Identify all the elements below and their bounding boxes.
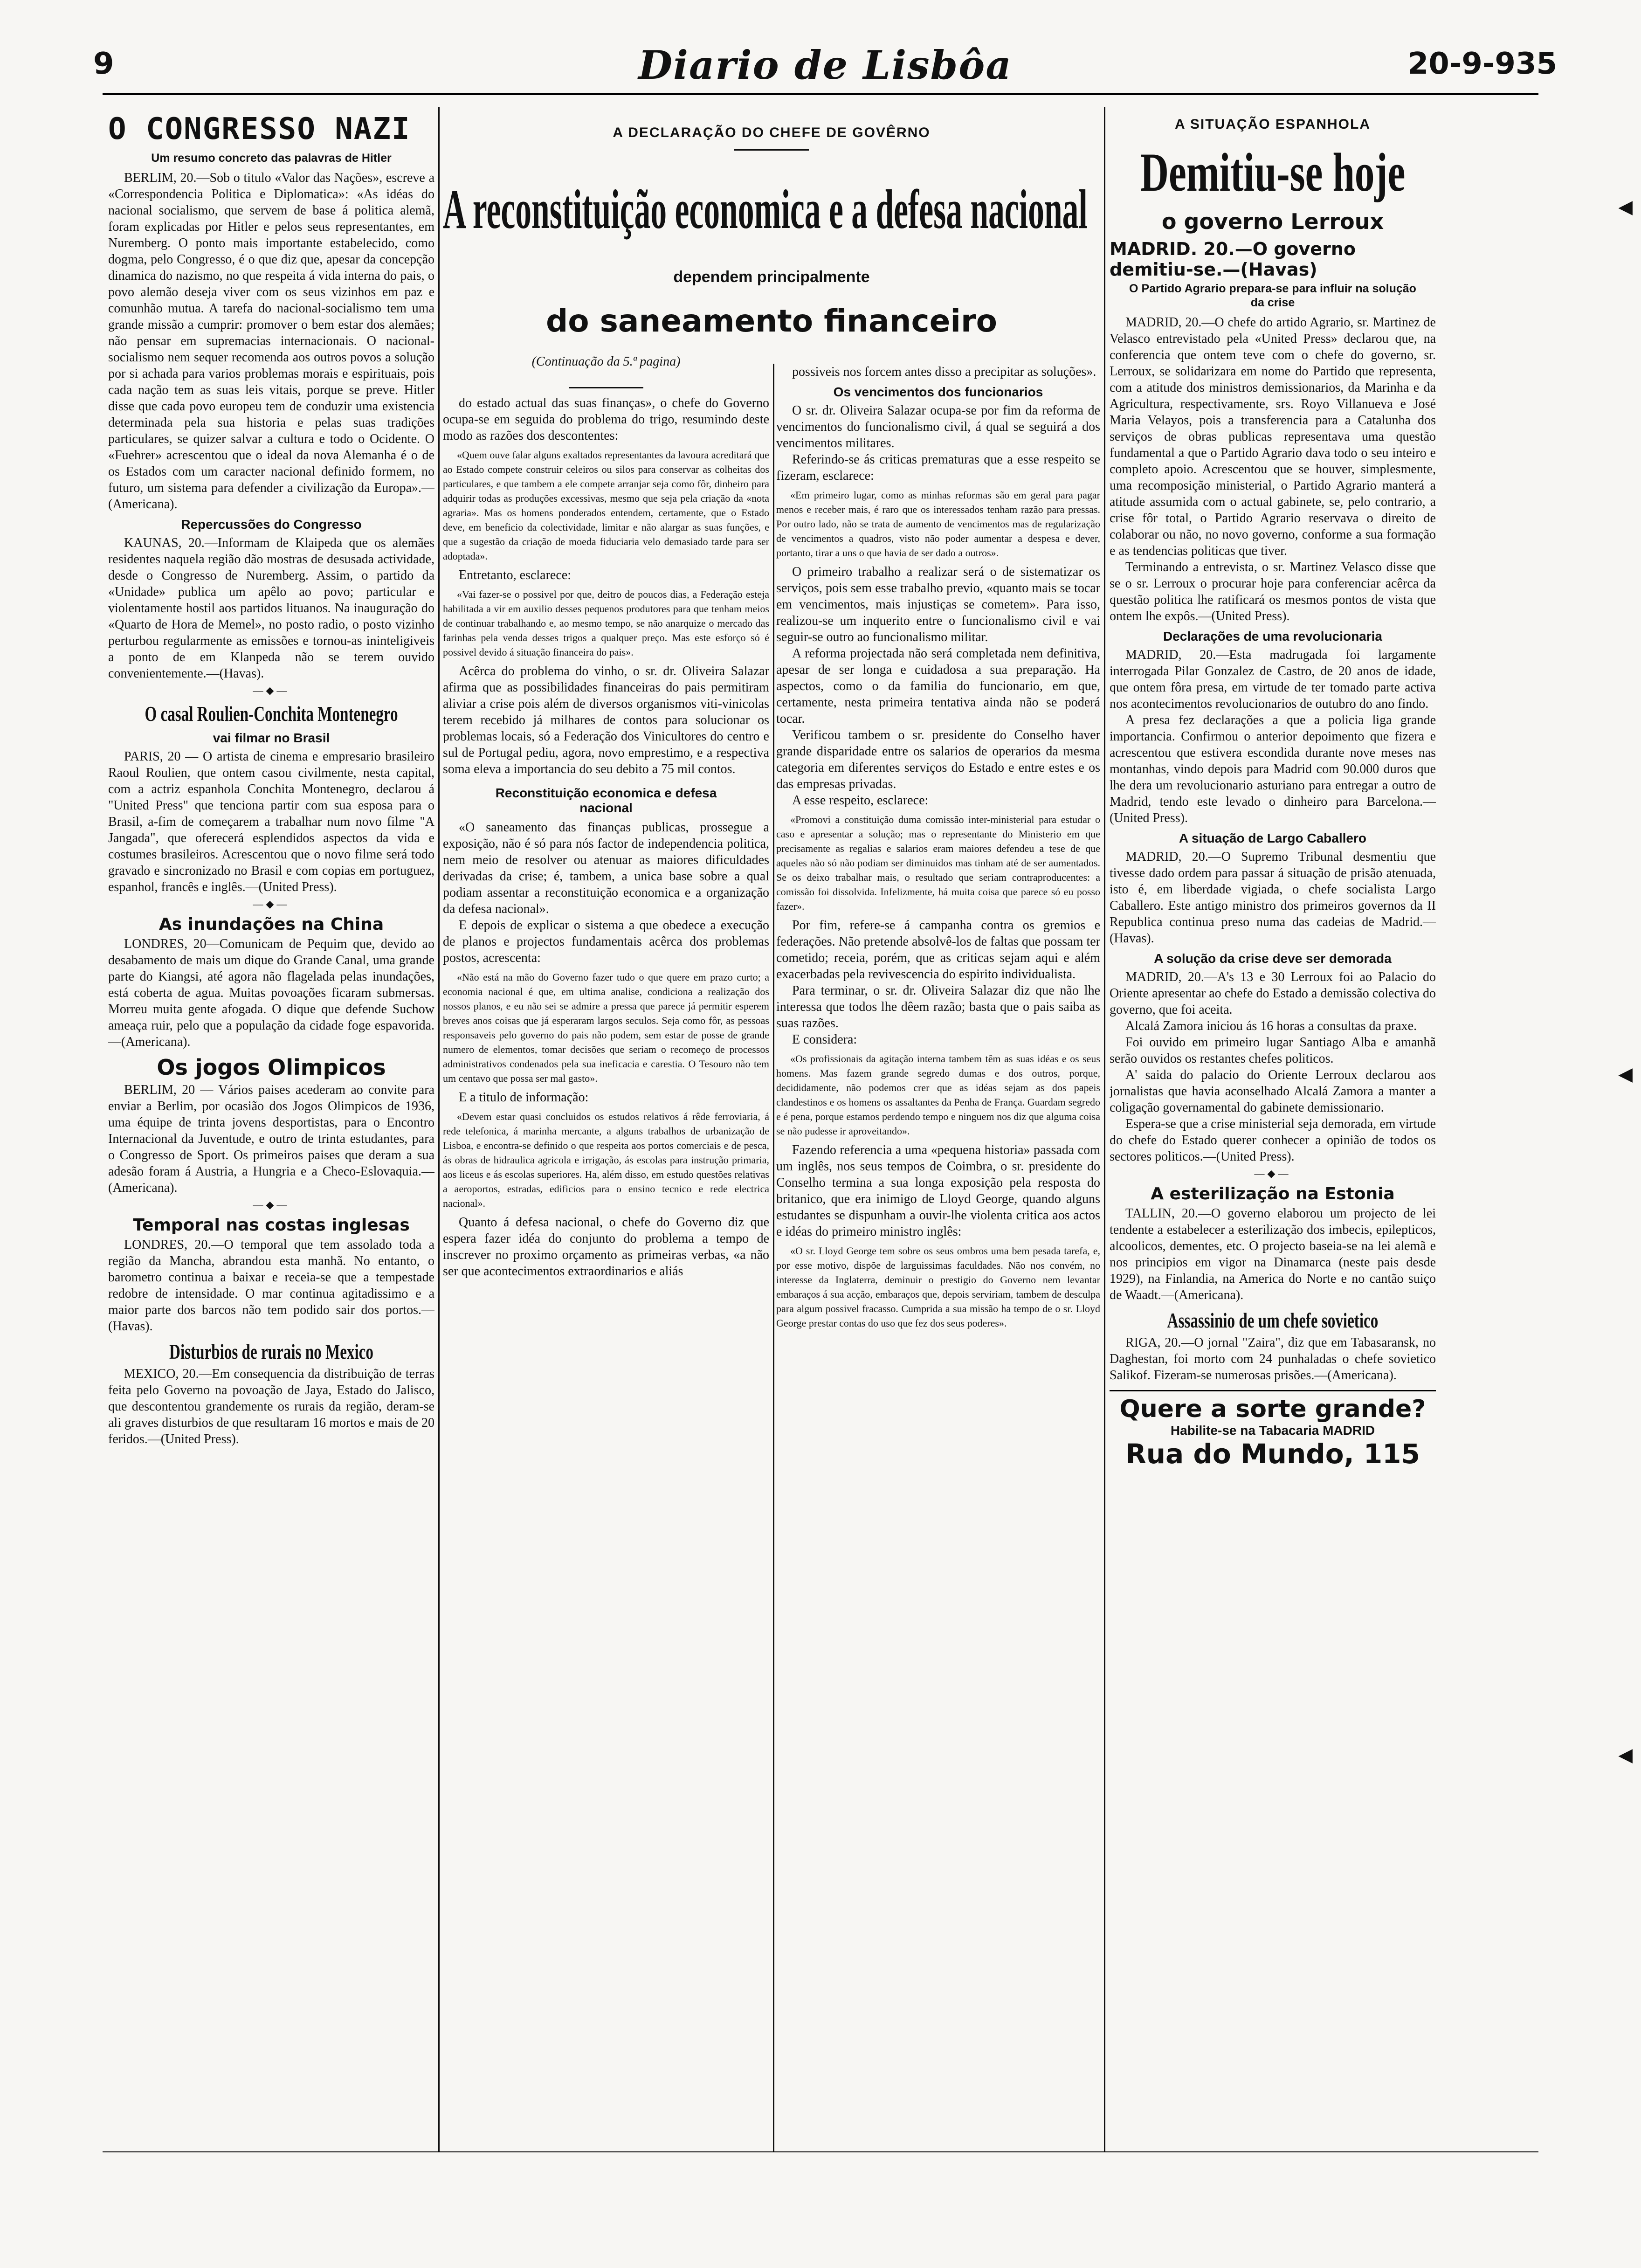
divider-ornament: —◆— (253, 685, 290, 696)
section-title: A situação de Largo Caballero (1179, 831, 1366, 845)
column-center-right (776, 364, 1100, 2151)
article-paragraph: Para terminar, o sr. dr. Oliveira Salazar diz que não lhe interessa que todos lhe dêem razão; basta que o pais saiba as suas razões. (776, 983, 1100, 1030)
divider-ornament: —◆— (253, 898, 290, 910)
masthead (93, 42, 1557, 93)
subhead-madrid: MADRID. 20.—O governo demitiu-se.—(Havas) (1110, 239, 1356, 280)
column-right (1110, 107, 1436, 2151)
right-kicker: A SITUAÇÃO ESPANHOLA (1174, 117, 1371, 132)
article-paragraph: Alcalá Zamora iniciou ás 16 horas a consultas da praxe. (1125, 1019, 1417, 1033)
quote-paragraph: «Devem estar quasi concluidos os estudos relativos á rêde ferroviaria, á rede telefonica, á marinha mercante, a alguns trabalhos de urbanização de Lisboa, e encontra-se definido o que respeita aos portos comerciais e de pesca, ás obras de hidraulica agricola e irrigação, ás escolas para instrução primaria, aos liceus e ás escolas superiores. Ha, além disso, em estudo questões relativas a aeroportos, estradas, edificios para o ensino tecnico e rede electrica nacional». (443, 1111, 769, 1209)
quote-paragraph: «O sr. Lloyd George tem sobre os seus ombros uma bem pesada tarefa, e, por esse motivo, dispõe de larguissimas faculdades. Não nos convém, no interesse da Inglaterra, deminuir o prestigio do Governo nem levantar embaraços á sua acção, embaraços que, depois serviriam, tambem de desculpa para algum possivel fracasso. Cumprida a sua missão ha tempo de o sr. Lloyd George prestar contas do uso que fez dos seus poderes». (776, 1245, 1100, 1329)
article-paragraph: MADRID, 20.—O chefe do artido Agrario, sr. Martinez de Velasco entrevistado pela «United Press» declarou que, na conferencia que ontem teve com o chefe do governo, sr. Lerroux, se solidarizara em nome do Partido que representa, com a atitude dos ministros demissionarios, da Marinha e da Agricultura, respectivamente, srs. Royo Villanueva e José Maria Velayos, pois a transferencia para a Catalunha dos serviços de obras publicas representava uma questão fundamental a que o Partido Agrario dava todo o seu inteiro e completo apoio. Acrescentou que se houver, simplesmente, uma recomposição ministerial, o Partido Agrario manterá a atitude assumida com o actual gabinete, se, pelo contrario, a crise fôr total, o Partido Agrario reservava o direito de colaborar ou não, no novo governo, conforme a sua formação e as tendencias politicas que tiver. (1110, 315, 1436, 558)
headline-olimpicos: Os jogos Olimpicos (157, 1055, 386, 1080)
article-paragraph: A reforma projectada não será completada nem definitiva, apesar de ser longa e cuidadosa a sua preparação. Ha aspectos, como o da familia do funcionario, em que, certamente, nesta primeira tentativa ainda não se poderá tocar. (776, 646, 1100, 726)
section-title: Reconstituição economica e defesa nacional (495, 786, 717, 815)
article-paragraph: TALLIN, 20.—O governo elaborou um projecto de lei tendente a estabelecer a esterilização dos imbecis, epilepticos, alcoolicos, dementes, etc. O projecto baseia-se na lei alemã e nos principios em vigor na Dinamarca (neste pais desde 1929), na Finlandia, na America do Norte e no cantão suiço de Waadt.—(Americana). (1110, 1206, 1436, 1302)
newspaper-title: Diario de Lisbôa (638, 42, 1012, 88)
article-paragraph: Acêrca do problema do vinho, o sr. dr. Oliveira Salazar afirma que as possibilidades financeiras do pais permitiram aliviar a crise pois além de diversos organismos viti-vinicolas terem recebido já milhares de contos para solucionar os problemas locais, só a Federação dos Vinicultores do centro e sul de Portugal pediu, agora, novo emprestimo, e a respectiva soma eleva a importancia do seu debito a 75 mil contos. (443, 664, 769, 776)
divider-ornament: —◆— (253, 1199, 290, 1210)
headline-china: As inundações na China (159, 915, 384, 934)
headline-demitiu: Demitiu-se hoje (1140, 142, 1406, 203)
article-paragraph: MEXICO, 20.—Em consequencia da distribuição de terras feita pelo Governo na povoação de Jaya, Estado do Jalisco, que descontentou grandemente os rurais da região, deram-se ali graves disturbios de que resultaram 16 mortos e mais de 20 feridos.—(United Press). (108, 1367, 434, 1446)
issue-date: 20-9-935 (1407, 47, 1557, 81)
quote-paragraph: «Em primeiro lugar, como as minhas reformas são em geral para pagar menos e receber mais, é raro que os interessados tenham razão para pressas. Por outro lado, não se trata de aumento de vencimentos mas de regularização de vencimentos a quadros, visto não poder aumentar a despesa e dever, portanto, tirar a uns o que havia de ser dado a outros». (776, 489, 1100, 559)
article-paragraph: A esse respeito, esclarece: (792, 793, 929, 808)
section-title: Os vencimentos dos funcionarios (833, 385, 1043, 399)
column-divider (1104, 107, 1105, 2151)
margin-arrow-icon: ◀ (1618, 1064, 1633, 1085)
headline-congresso: O CONGRESSO NAZI (108, 112, 411, 146)
deck-line-2: do saneamento financeiro (546, 303, 997, 339)
column-left (108, 107, 434, 2151)
article-paragraph: Espera-se que a crise ministerial seja demorada, em virtude do chefe do Estado querer conhecer a opinião de todos os sectores politicos.—(United Press). (1110, 1117, 1436, 1164)
column-divider (438, 107, 440, 2151)
center-kicker: A DECLARAÇÃO DO CHEFE DE GOVÊRNO (613, 125, 931, 140)
quote-paragraph: «Os profissionais da agitação interna tambem têm as suas idéas e os seus homens. Mas fazem grande segredo dumas e dos outros, porque, decididamente, não podemos crer que as idéas sejam as dos papeis clandestinos e os homens os assaltantes da Penha de França. Guardam segredo e é pena, porque estamos perdendo tempo e ninguem nos diz que alguma coisa se não pudesse ir aproveitando». (776, 1053, 1100, 1137)
article-paragraph: E depois de explicar o sistema a que obedece a execução de planos e projectos fundamentais acêrca dos problemas postos, acrescenta: (443, 918, 769, 965)
article-paragraph: Terminando a entrevista, o sr. Martinez Velasco disse que se o sr. Lerroux o procurar hoje para conferenciar acêrca da questão politica lhe ratificará os mesmos pontos de vista que ontem lhe expôs.—(United Press). (1110, 560, 1436, 623)
article-paragraph: A presa fez declarações a que a policia liga grande importancia. Confirmou o anterior depoimento que fizera e acrescentou que estivera escondida durante nove meses nas montanhas, vindo depois para Madrid com 90.000 duros que lhe dera um revolucionario asturiano para entregar a outro de Madrid, tendo este levado o dinheiro para Barcelona.—(United Press). (1110, 713, 1436, 825)
divider-ornament: —◆— (1254, 1168, 1291, 1179)
article-paragraph: possiveis nos forcem antes disso a precipitar as soluções». (792, 365, 1096, 379)
center-kicker-wrap (443, 112, 1100, 157)
banner-headline: A reconstituição economica e a defesa nacional (443, 178, 1088, 240)
article-paragraph: PARIS, 20 — O artista de cinema e empresario brasileiro Raoul Roulien, que ontem casou civilmente, nesta capital, com a actriz espanhola Conchita Montenegro, declarou á "United Press" que tenciona partir com sua esposa para o Brasil, a-fim de começarem a trabalhar num novo filme "A Jangada", que oferecerá esplendidos aspectos da vida e costumes brasileiros. Acrescentou que o novo filme será todo gravado e sincronizado no Brasil e com copias em portuguez, espanhol, francês e inglês.—(United Press). (108, 749, 434, 894)
article-paragraph: LONDRES, 20.—O temporal que tem assolado toda a região da Mancha, abrandou esta manhã. No entanto, o barometro continua a baixar e receia-se que a tempestade redobre de intensidade. O mar continua agitadissimo e a maior parte dos barcos não tem podido sair dos portos.—(Havas). (108, 1238, 434, 1334)
article-paragraph: do estado actual das suas finanças», o chefe do Governo ocupa-se em seguida do problema do trigo, resumindo deste modo as razões dos descontentes: (443, 396, 769, 443)
ad-line: Habilite-se na Tabacaria MADRID (1170, 1423, 1375, 1438)
deck-line-1: dependem principalmente (673, 268, 870, 286)
headline-estonia: A esterilização na Estonia (1151, 1184, 1395, 1203)
article-paragraph: BERLIM, 20 — Vários paises acederam ao convite para enviar a Berlim, por ocasião dos Jogos Olimpicos de 1936, uma équipe de trinta jovens desportistas, para o Encontro Internacional da Juventude, e outro de trinta estudantes, para o Congresso de Sport. Os primeiros paises que deram a sua adesão foram á Austria, a Hungria e a Checo-Eslovaquia.—(Americana). (108, 1083, 434, 1195)
article-paragraph: Entretanto, esclarece: (459, 568, 571, 582)
article-paragraph: Por fim, refere-se á campanha contra os gremios e federações. Não pretende absolvê-los de faltas que possam ter cometido; receia, porém, que as criticas sejam aqui e além exacerbadas pela revivescencia do espirito individualista. (776, 918, 1100, 982)
margin-arrow-icon: ◀ (1618, 196, 1633, 217)
article-paragraph: Fazendo referencia a uma «pequena historia» passada com um inglês, nos seus tempos de Coimbra, o sr. presidente do Conselho termina a sua longa exposição pela resposta do britanico, que era inimigo de Lloyd George, quando alguns estudantes se dispunham a ouvir-lhe violenta critica aos actos e idéas do primeiro ministro inglês: (776, 1143, 1100, 1239)
quote-paragraph: «Promovi a constituição duma comissão inter-ministerial para estudar o caso e apresentar a solução; mas o representante do Ministerio em que precisamente as regalias e salarios eram maiores defendeu a tese de que aqueles não só não podiam ser diminuidos mas tinham até de ser aumentados. Se os deixo trabalhar mais, o resultado que seriam contraproducentes: a comissão foi dissolvida. Infelizmente, há muita coisa que parece só eu posso fazer». (776, 814, 1100, 912)
ad-line: Rua do Mundo, 115 (1125, 1438, 1420, 1470)
short-rule (569, 387, 643, 388)
advertisement (1110, 1390, 1436, 1470)
quote-paragraph: «Quem ouve falar alguns exaltados representantes da lavoura acreditará que ao Estado compete construir celeiros ou silos para conservar as colheitas dos particulares, e que tambem a ele compete arranjar seja como fôr, dinheiro para adquirir todas as produções excessivas, mesmo que seja pela criação da «nota agraria». Mas os homens ponderados entendem, certamente, que o Estado deve, em beneficio da colectividade, limitar e não alargar as suas funções, e que a sugestão da criação de moeda fiduciaria velo demasiado tarde para ser adoptada». (443, 449, 769, 562)
headline-mexico: Disturbios de rurais no Mexico (169, 1340, 373, 1363)
quote-paragraph: «Não está na mão do Governo fazer tudo o que quere em prazo curto; a economia nacional é que, em ultima analise, condiciona a realização dos nossos planos, e eu não sei se admire a pressa que parece já permitir esperem breves anos coisas que já esperaram largos seculos. Seja como fôr, as pessoas responsaveis pelo governo do pais não podem, sem estar de posse de grande numero de elementos, tomar decisões que seriam o recomeço de processos administrativos condenados pela sua ineficacia e carestia. O Tesouro não tem um centavo que possa ser mal gasto». (443, 971, 769, 1084)
headline-roulien: O casal Roulien-Conchita Montenegro (145, 702, 398, 726)
kicker-rule (734, 149, 809, 151)
article-paragraph: MADRID, 20.—O Supremo Tribunal desmentiu que tivesse dado ordem para passar á situação de prisão atenuada, isto é, em liberdade vigiada, o chefe socialista Largo Caballero. Este antigo ministro dos primeiros governos da II Republica continua preso numa das cadeias de Madrid.—(Havas). (1110, 850, 1436, 946)
article-paragraph: MADRID, 20.—A's 13 e 30 Lerroux foi ao Palacio do Oriente apresentar ao chefe do Estado a demissão colectiva do governo, que foi aceita. (1110, 970, 1436, 1017)
article-paragraph: MADRID, 20.—Esta madrugada foi largamente interrogada Pilar Gonzalez de Castro, de 20 anos de idade, que ontem fôra presa, em virtude de ter tomado parte activa nos acontecimentos revolucionarios de outubro do ano findo. (1110, 648, 1436, 711)
headline-temporal: Temporal nas costas inglesas (133, 1216, 410, 1235)
article-paragraph: «O saneamento das finanças publicas, prossegue a exposição, não é só para nós factor de independencia politica, nem meio de resolver ou atenuar as maiores dificuldades derivadas da crise; é, tambem, a unica base sobre a qual podiam assentar a reconstituição economica e a organização da defesa nacional». (443, 820, 769, 916)
margin-arrow-icon: ◀ (1618, 1744, 1633, 1765)
article-paragraph: Quanto á defesa nacional, o chefe do Governo diz que espera fazer idéa do conjunto do problema a tempo de inscrever no proximo orçamento as primeiras verbas, «a não ser que acontecimentos extraordinarios e aliás (443, 1215, 769, 1279)
article-paragraph: O sr. dr. Oliveira Salazar ocupa-se por fim da reforma de vencimentos do funcionalismo civil, á qual se seguirá a dos vencimentos militares. (776, 403, 1100, 450)
headline-assassinio: Assassinio de um chefe sovietico (1167, 1308, 1379, 1332)
subhead-lerroux: o governo Lerroux (1161, 209, 1384, 234)
article-paragraph: RIGA, 20.—O jornal "Zaira", diz que em Tabasaransk, no Daghestan, foi morto com 24 punhaladas o chefe sovietico Salikof. Fizeram-se numerosas prisões.—(Americana). (1110, 1335, 1436, 1383)
subhead-congresso: Um resumo concreto das palavras de Hitler (151, 152, 392, 165)
section-title: Declarações de uma revolucionaria (1163, 629, 1382, 643)
continued-note: (Continuação da 5.ª pagina) (531, 354, 681, 369)
article-paragraph: A' saida do palacio do Oriente Lerroux declarou aos jornalistas que havia aconselhado Alcalá Zamora a manter a coligação governamental do gabinete demissionario. (1110, 1068, 1436, 1115)
article-paragraph: Verificou tambem o sr. presidente do Conselho haver grande disparidade entre os salarios de operarios da mesma categoria em diferentes serviços do Estado e entre estes e os das empresas privadas. (776, 728, 1100, 791)
article-paragraph: KAUNAS, 20.—Informam de Klaipeda que os alemães residentes naquela região dão mostras de desusada actividade, desde o Congresso de Nuremberg. Assim, o partido da «Unidade» publica um apêlo ao povo; particular e violentamente hostil aos partidos lituanos. Na inauguração do «Quarto de Hora de Memel», no posto radio, o posto vizinho perturbou regularmente as emissões e tornou-as ininteligiveis a ponto de em Klanpeda não se terem ouvido convenientemente.—(Havas). (108, 536, 434, 681)
article-paragraph: E considera: (792, 1032, 857, 1047)
subhead-roulien: vai filmar no Brasil (213, 731, 330, 745)
section-title: A solução da crise deve ser demorada (1154, 951, 1392, 966)
article-paragraph: BERLIM, 20.—Sob o titulo «Valor das Nações», escreve a «Correspondencia Politica e Diplomatica»: «As idéas do nacional socialismo, que servem de base á politica alemã, foram explicadas por Hitler e pelos seus representantes, em Nuremberg. O ponto mais importante estabelecido, como dogma, pelo Congresso, é o que diz que, apesar da concepção dinamica do nazismo, no que respeita á vida interna do pais, o povo alemão deseja viver com os seus vizinhos em paz e comunhão mutua. A tarefa do nacional-socialismo tem uma grande missão a cumprir: promover o bem estar dos alemães; não pensar em supremacias internacionais. O nacional-socialismo nem sequer recomenda aos outros povos a solução por si achada para varios problemas morais e espirituais, pois cada nação tem as suas leis vitais, porque se preve. Hitler disse que cada povo europeu tem de conduzir uma existencia determinada pela sua historia e pelas suas tradições particulares, se quizer salvar a cultura e todo o Ocidente. O «Fuehrer» acrescentou que o ideal da nova Alemanha é o de os Estados com um caracter nacional definido formem, no futuro, um sistema para defender a civilização da Europa».—(Americana). (108, 171, 434, 512)
column-divider (773, 364, 774, 2151)
article-paragraph: Referindo-se ás criticas prematuras que a esse respeito se fizeram, esclarece: (776, 452, 1100, 483)
article-paragraph: O primeiro trabalho a realizar será o de sistematizar os serviços, pois sem esse trabalho previo, «quanto mais se tocar em vencimentos, mais injustiças se cometem». Para isso, realizou-se um inquerito entre o funcionalismo civil e vai seguir-se outro ao funcionalismo militar. (776, 565, 1100, 644)
subhead-agrario: O Partido Agrario prepara-se para influir na solução da crise (1129, 282, 1416, 309)
page-number: 9 (93, 47, 114, 81)
column-center-left (443, 387, 769, 2151)
section-title: Repercussões do Congresso (181, 517, 362, 532)
ad-line: Quere a sorte grande? (1119, 1395, 1426, 1423)
quote-paragraph: «Vai fazer-se o possivel por que, deitro de poucos dias, a Federação esteja habilitada a vir em auxilio desses pequenos produtores para que tenham meios de continuar trabalhando e, ao mesmo tempo, se não anarquize o mercado das farinhas pela venda desses trigos a qualquer preço. Mas este esforço só é possivel devido á situação financeira do pais». (443, 588, 769, 658)
article-paragraph: LONDRES, 20—Comunicam de Pequim que, devido ao desabamento de mais um dique do Grande Canal, uma grande parte do Kiangsi, até agora não flagelada pelas inundações, está coberta de agua. Muitas povoações ficaram submersas. Morreu muita gente afogada. O dique que defende Suchow ameaça ruir, pelo que a população da cidade foge espavorida.—(Americana). (108, 937, 434, 1049)
article-paragraph: E a titulo de informação: (459, 1090, 589, 1105)
article-paragraph: Foi ouvido em primeiro lugar Santiago Alba e amanhã serão ouvidos os restantes chefes politicos. (1110, 1035, 1436, 1066)
